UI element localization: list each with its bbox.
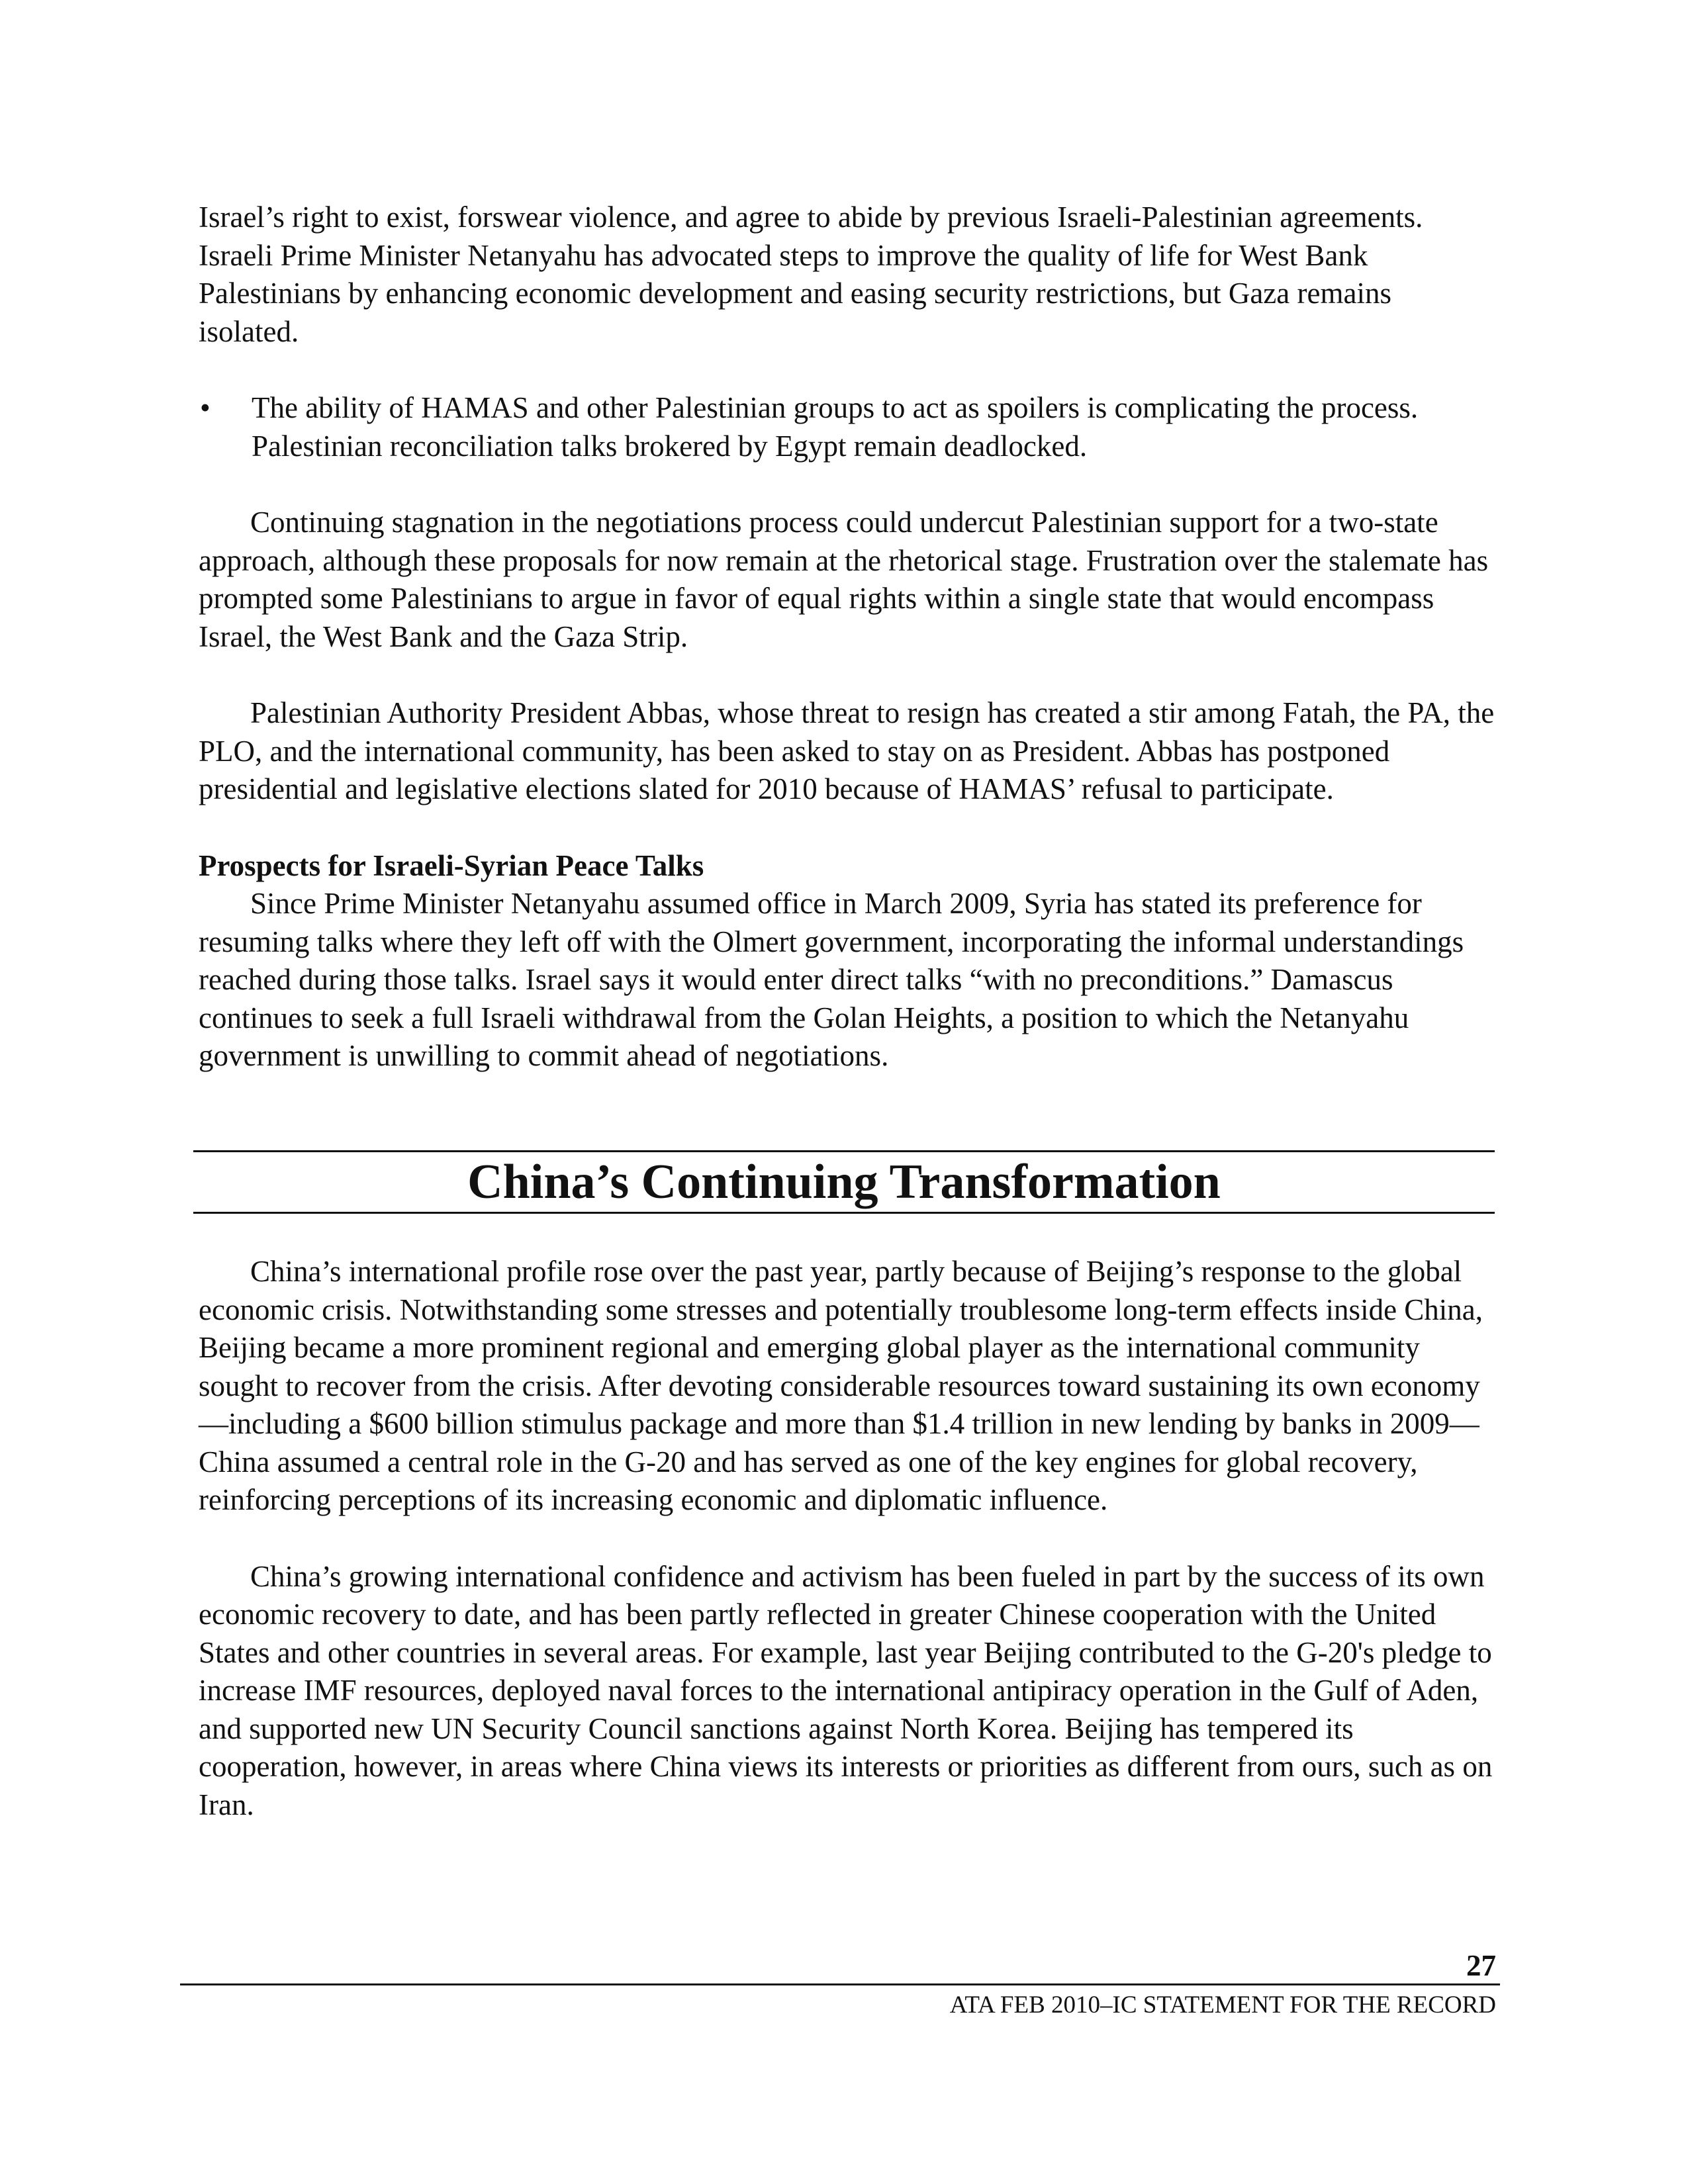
china-section-title: China’s Continuing Transformation (467, 1155, 1221, 1209)
footer-document-label: ATA FEB 2010–IC STATEMENT FOR THE RECORD (949, 1991, 1496, 2019)
intro-paragraph: Israel’s right to exist, forswear violence, and agree to abide by previous Israeli-Palestinian agreements. Israeli Prime Minister Netanyahu has advocated steps to improve the quality of life for West Bank Palestinians by enhancing economic development and easing security restrictions, but Gaza remains isolated. (199, 201, 1423, 348)
section-bottom-rule (193, 1212, 1495, 1214)
footer-rule (180, 1983, 1500, 1985)
china-text-block (199, 1253, 1496, 1862)
china-section-header (193, 1150, 1495, 1214)
top-text-block (199, 199, 1496, 1114)
bullet-symbol: • (200, 391, 211, 424)
stagnation-paragraph: Continuing stagnation in the negotiations process could undercut Palestinian support for a two-state approach, although these proposals for now remain at the rhetorical stage. Frustration over the stalemate has prompted some Palestinians to argue in favor of equal rights within a single state that would encompass Israel, the West Bank and the Gaza Strip. (199, 506, 1489, 653)
syria-paragraph: Since Prime Minister Netanyahu assumed office in March 2009, Syria has stated its preference for resuming talks where they left off with the Olmert government, incorporating the informal understandings reached during those talks. Israel says it would enter direct talks “with no preconditions.” Damascus continues to seek a full Israeli withdrawal from the Golan Heights, a position to which the Netanyahu government is unwilling to commit ahead of negotiations. (199, 887, 1464, 1072)
bullet-text: The ability of HAMAS and other Palestinian groups to act as spoilers is complicating the process. Palestinian reconciliation talks brokered by Egypt remain deadlocked. (252, 391, 1419, 463)
page-footer (180, 1949, 1500, 2023)
china-profile-paragraph: China’s international profile rose over the past year, partly because of Beijing’s response to the global economic crisis. Notwithstanding some stresses and potentially troublesome long-term effects inside China, Beijing became a more prominent regional and emerging global player as the international community sought to recover from the crisis. After devoting considerable resources toward sustaining its own economy—including a $600 billion stimulus package and more than $1.4 trillion in new lending by banks in 2009—China assumed a central role in the G-20 and has served as one of the key engines for global recovery, reinforcing perceptions of its increasing economic and diplomatic influence. (199, 1255, 1483, 1516)
page-number: 27 (1466, 1949, 1496, 1982)
china-confidence-paragraph: China’s growing international confidence and activism has been fueled in part by the success of its own economic recovery to date, and has been partly reflected in greater Chinese cooperation with the United States and other countries in several areas. For example, last year Beijing contributed to the G-20's pledge to increase IMF resources, deployed naval forces to the international antipiracy operation in the Gulf of Aden, and supported new UN Security Council sanctions against North Korea. Beijing has tempered its cooperation, however, in areas where China views its interests or priorities as different from ours, such as on Iran. (199, 1559, 1493, 1821)
abbas-paragraph: Palestinian Authority President Abbas, whose threat to resign has created a stir among Fatah, the PA, the PLO, and the international community, has been asked to stay on as President. Abbas has postponed presidential and legislative elections slated for 2010 because of HAMAS’ refusal to participate. (199, 696, 1495, 805)
bullet-item (199, 389, 1496, 465)
syria-heading: Prospects for Israeli-Syrian Peace Talks (199, 848, 704, 882)
